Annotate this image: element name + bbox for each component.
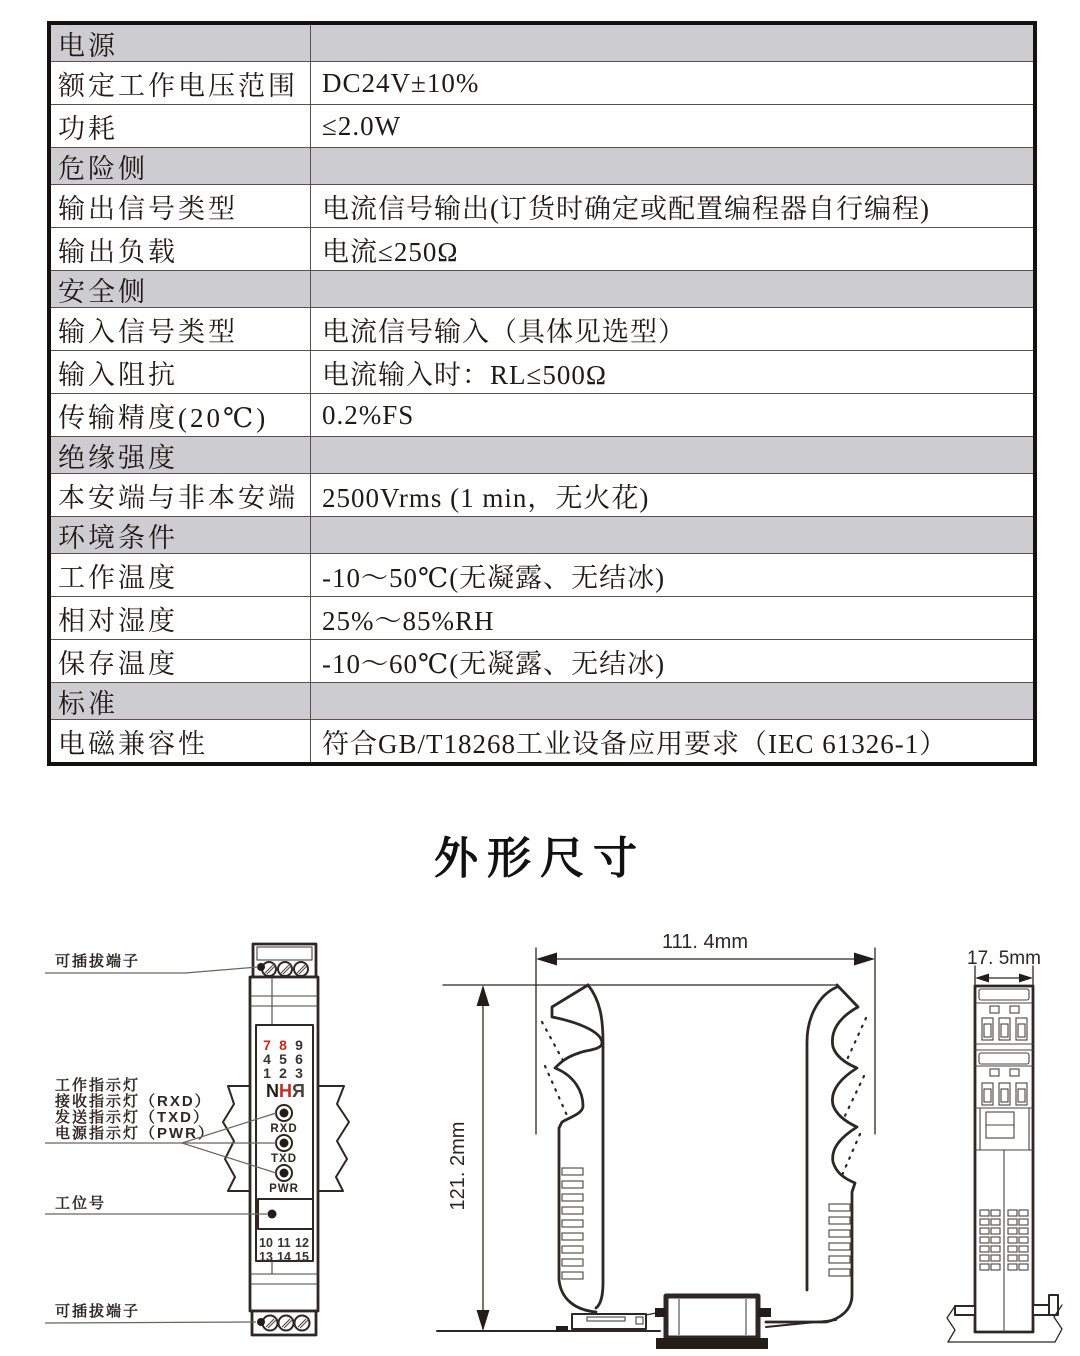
spec-value: ≤2.0W [322, 110, 402, 141]
spec-value: -10～60℃(无凝露、无结冰) [322, 648, 666, 679]
front-view-diagram [45, 944, 349, 1335]
terminal-number: 14 [277, 1250, 291, 1264]
table-row [51, 350, 1033, 393]
table-row [51, 639, 1033, 682]
side-outline-right [766, 985, 858, 1322]
spec-label: 输入信号类型 [51, 308, 311, 350]
table-row [51, 516, 1033, 553]
logo-letter: H [279, 1081, 291, 1101]
spec-label: 额定工作电压范围 [51, 62, 311, 104]
spec-label: 电源 [51, 25, 311, 61]
terminal-number: 10 [259, 1236, 273, 1250]
terminal-number: 2 [279, 1065, 287, 1081]
terminal-number: 13 [259, 1250, 273, 1264]
led-label: PWR [269, 1183, 299, 1195]
terminal-number: 8 [279, 1037, 287, 1053]
spec-label: 工作温度 [51, 554, 311, 596]
callout-indicator-4: 电源指示灯（PWR） [55, 1125, 215, 1142]
terminal-numbers-bottom [259, 1236, 309, 1264]
table-row [51, 596, 1033, 639]
table-row [51, 307, 1033, 350]
spec-value: 25%～85%RH [322, 605, 495, 636]
spec-label: 电磁兼容性 [51, 720, 311, 762]
spec-value: 电流信号输出(订货时确定或配置编程器自行编程) [322, 193, 930, 224]
terminal-number: 9 [295, 1037, 303, 1053]
spec-value: 电流≤250Ω [322, 236, 459, 267]
width-dimension: 111. 4mm [662, 931, 748, 953]
terminal-numbers-top [263, 1037, 303, 1081]
table-row [51, 436, 1033, 473]
table-row [51, 473, 1033, 516]
callout-bottom-terminal: 可插拔端子 [55, 1303, 141, 1320]
table-row [51, 393, 1033, 436]
spec-value: 电流信号输入（具体见选型） [322, 316, 686, 347]
spec-label: 安全侧 [51, 271, 311, 307]
dimension-drawings [0, 918, 1080, 1356]
bottom-terminal-block [252, 1311, 316, 1335]
spec-label: 传输精度(20℃) [51, 394, 311, 436]
spec-label: 保存温度 [51, 640, 311, 682]
height-dimension: 121. 2mm [447, 1121, 469, 1211]
table-row [51, 184, 1033, 227]
table-row [51, 25, 1033, 61]
terminal-number: 12 [295, 1236, 309, 1250]
led-label: RXD [270, 1123, 298, 1135]
callout-indicator-3: 发送指示灯（TXD） [55, 1109, 211, 1126]
nhr-logo [266, 1081, 304, 1101]
table-row [51, 227, 1033, 270]
spec-label: 输出信号类型 [51, 185, 311, 227]
callout-station: 工位号 [55, 1195, 107, 1212]
spec-table [47, 21, 1037, 766]
spec-label: 危险侧 [51, 148, 311, 184]
screw-terminal-icon [262, 962, 308, 976]
table-row [51, 682, 1033, 719]
top-width-dimension: 17. 5mm [967, 948, 1041, 969]
table-row [51, 104, 1033, 147]
spec-label: 输出负载 [51, 228, 311, 270]
side-outline-left [552, 985, 602, 1312]
top-view-diagram [947, 948, 1062, 1342]
table-row [51, 61, 1033, 104]
spec-value: 符合GB/T18268工业设备应用要求（IEC 61326-1） [322, 728, 948, 759]
terminal-number: 15 [295, 1250, 309, 1264]
callout-top-terminal: 可插拔端子 [55, 953, 141, 970]
terminal-number: 5 [279, 1051, 287, 1067]
spec-label: 相对湿度 [51, 597, 311, 639]
table-row [51, 719, 1033, 762]
table-row [51, 553, 1033, 596]
spec-value: -10～50℃(无凝露、无结冰) [322, 562, 666, 593]
spec-label: 本安端与非本安端 [51, 474, 311, 516]
led-label: TXD [271, 1153, 297, 1165]
spec-value: DC24V±10% [322, 67, 480, 98]
spec-value: 电流输入时：RL≤500Ω [322, 359, 607, 390]
top-terminal-block [253, 944, 316, 977]
spec-value: 0.2%FS [322, 399, 415, 430]
vent-slots-right [829, 1204, 850, 1276]
table-row [51, 147, 1033, 184]
callout-indicator-1: 工作指示灯 [55, 1077, 141, 1094]
screw-terminal-icon [263, 1316, 310, 1331]
bus-connector [655, 1296, 771, 1349]
spec-label: 绝缘强度 [51, 437, 311, 473]
rail-clip-platform [556, 1311, 666, 1331]
terminal-number: 4 [263, 1051, 271, 1067]
terminal-number: 7 [263, 1037, 271, 1053]
vent-slots-left [562, 1168, 583, 1279]
terminal-number: 3 [295, 1065, 303, 1081]
spec-label: 输入阻抗 [51, 351, 311, 393]
spec-value: 2500Vrms (1 min，无火花) [322, 482, 650, 513]
spec-label: 标准 [51, 683, 311, 719]
spec-label: 环境条件 [51, 517, 311, 553]
callout-indicator-2: 接收指示灯（RXD） [55, 1093, 212, 1110]
terminal-number: 6 [295, 1051, 303, 1067]
section-title: 外形尺寸 [434, 834, 646, 883]
terminal-number: 1 [263, 1065, 271, 1081]
terminal-number: 11 [277, 1236, 291, 1250]
logo-letter: N [266, 1081, 278, 1101]
din-rail-left [223, 1086, 250, 1191]
side-view-diagram [437, 931, 875, 1349]
logo-letter: Я [292, 1081, 304, 1101]
din-rail-right [318, 1086, 349, 1191]
spec-label: 功耗 [51, 105, 311, 147]
table-row [51, 270, 1033, 307]
